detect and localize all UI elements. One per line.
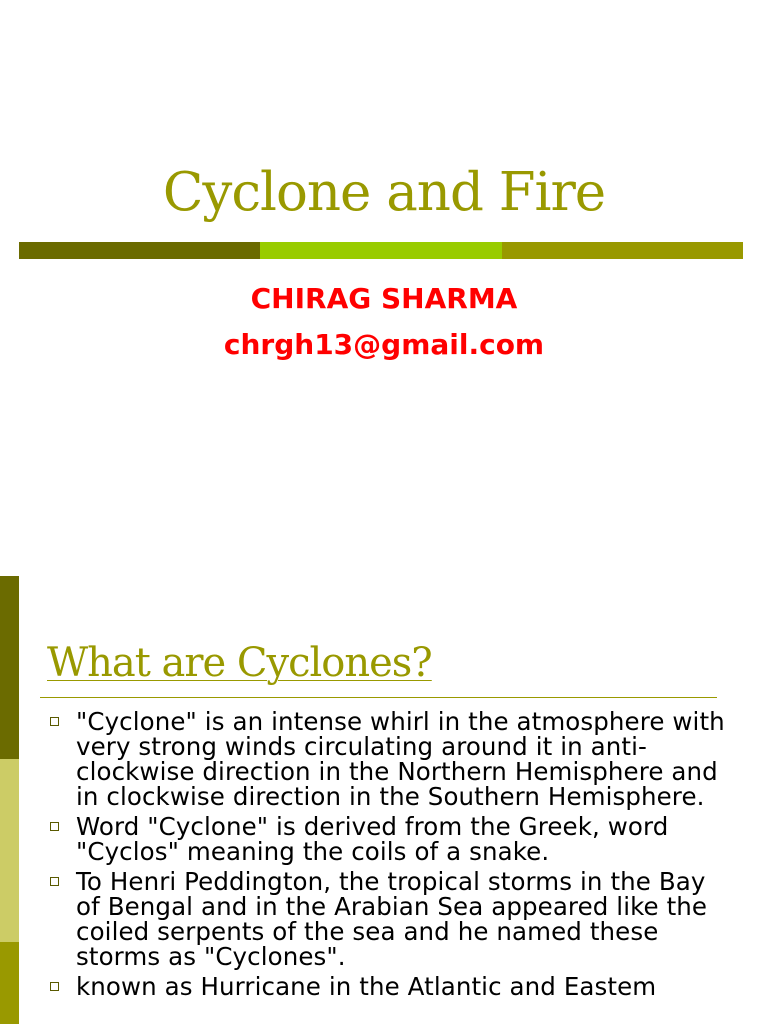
author-name: CHIRAG SHARMA bbox=[250, 282, 518, 315]
list-item bbox=[50, 814, 730, 864]
divider-bar-light bbox=[260, 242, 501, 259]
list-item bbox=[50, 869, 730, 969]
bullet-text: "Cyclone" is an intense whirl in the atmosphere with very strong winds circulating around it in anti-clockwise direction in the Northern Hemisphere and in clockwise direction in the Southern Hemisphere. bbox=[76, 707, 725, 811]
list-item bbox=[50, 974, 730, 999]
list-item bbox=[50, 709, 730, 809]
author-email: chrgh13@gmail.com bbox=[223, 328, 545, 361]
hollow-square-bullet-icon bbox=[50, 822, 59, 831]
hollow-square-bullet-icon bbox=[50, 877, 59, 886]
side-accent-strip bbox=[0, 576, 19, 1024]
strip-segment-mid bbox=[0, 942, 19, 1024]
title-divider-bars bbox=[19, 242, 743, 259]
strip-segment-dark bbox=[0, 576, 19, 759]
hollow-square-bullet-icon bbox=[50, 717, 59, 726]
bullet-text: To Henri Peddington, the tropical storms in the Bay of Bengal and in the Arabian Sea appeared like the coiled serpents of the sea and he named these storms as "Cyclones". bbox=[76, 867, 708, 971]
bullet-list bbox=[50, 709, 730, 1004]
hollow-square-bullet-icon bbox=[50, 982, 59, 991]
slide-title: Cyclone and Fire bbox=[162, 162, 606, 223]
slide-heading: What are Cyclones? bbox=[47, 640, 432, 686]
bullet-text: Word "Cyclone" is derived from the Greek, word "Cyclos" meaning the coils of a snake. bbox=[76, 812, 669, 866]
strip-segment-light bbox=[0, 759, 19, 942]
heading-rule bbox=[40, 697, 717, 698]
divider-bar-dark bbox=[19, 242, 260, 259]
bullet-text: known as Hurricane in the Atlantic and Eastem bbox=[76, 972, 657, 1001]
content-slide bbox=[0, 576, 768, 1024]
divider-bar-mid bbox=[502, 242, 743, 259]
